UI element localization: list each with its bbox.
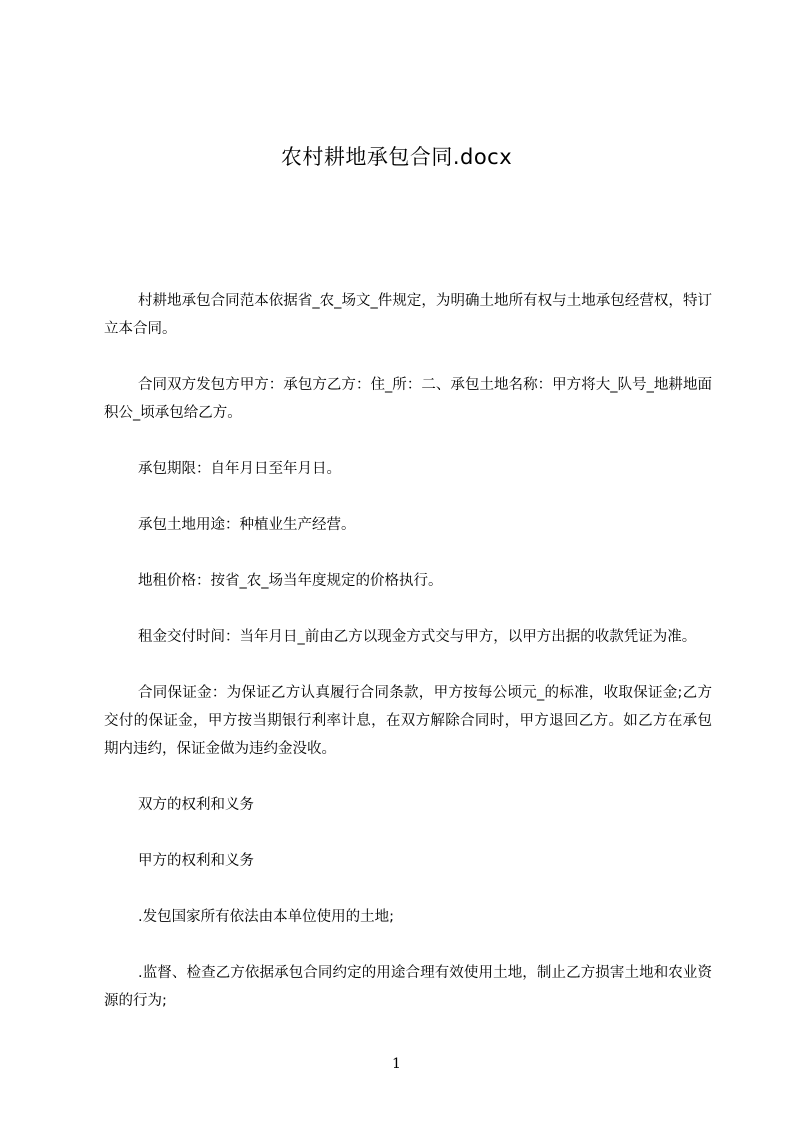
heading-party-a-rights: 甲方的权利和义务	[138, 853, 254, 869]
paragraph-deposit: 合同保证金：为保证乙方认真履行合同条款，甲方按每公顷元_的标准，收取保证金;乙方交付的保证金，甲方按当期银行利率计息，在双方解除合同时，甲方退回乙方。如乙方在承包期内违约，保证金做为违约金没收。	[104, 685, 712, 757]
document-body	[104, 287, 712, 1043]
list-item-supervise: .监督、检查乙方依据承包合同约定的用途合理有效使用土地，制止乙方损害土地和农业资源的行为;	[104, 965, 712, 1009]
page-number: 1	[392, 1056, 401, 1072]
document-title: 农村耕地承包合同.docx	[280, 145, 513, 169]
paragraph-rent-price: 地租价格：按省_农_场当年度规定的价格执行。	[138, 573, 443, 589]
paragraph-term: 承包期限：自年月日至年月日。	[138, 461, 341, 477]
paragraph-intro: 村耕地承包合同范本依据省_农_场文_件规定，为明确土地所有权与土地承包经营权，特订立本合同。	[104, 293, 712, 337]
paragraph-parties: 合同双方发包方甲方：承包方乙方：住_所：二、承包土地名称：甲方将大_队号_地耕地面积公_顷承包给乙方。	[104, 377, 712, 421]
heading-rights-obligations: 双方的权利和义务	[138, 797, 254, 813]
list-item-contract-land: .发包国家所有依法由本单位使用的土地;	[138, 909, 394, 925]
paragraph-land-use: 承包土地用途：种植业生产经营。	[138, 517, 356, 533]
paragraph-payment-time: 租金交付时间：当年月日_前由乙方以现金方式交与甲方，以甲方出据的收款凭证为准。	[138, 629, 697, 645]
